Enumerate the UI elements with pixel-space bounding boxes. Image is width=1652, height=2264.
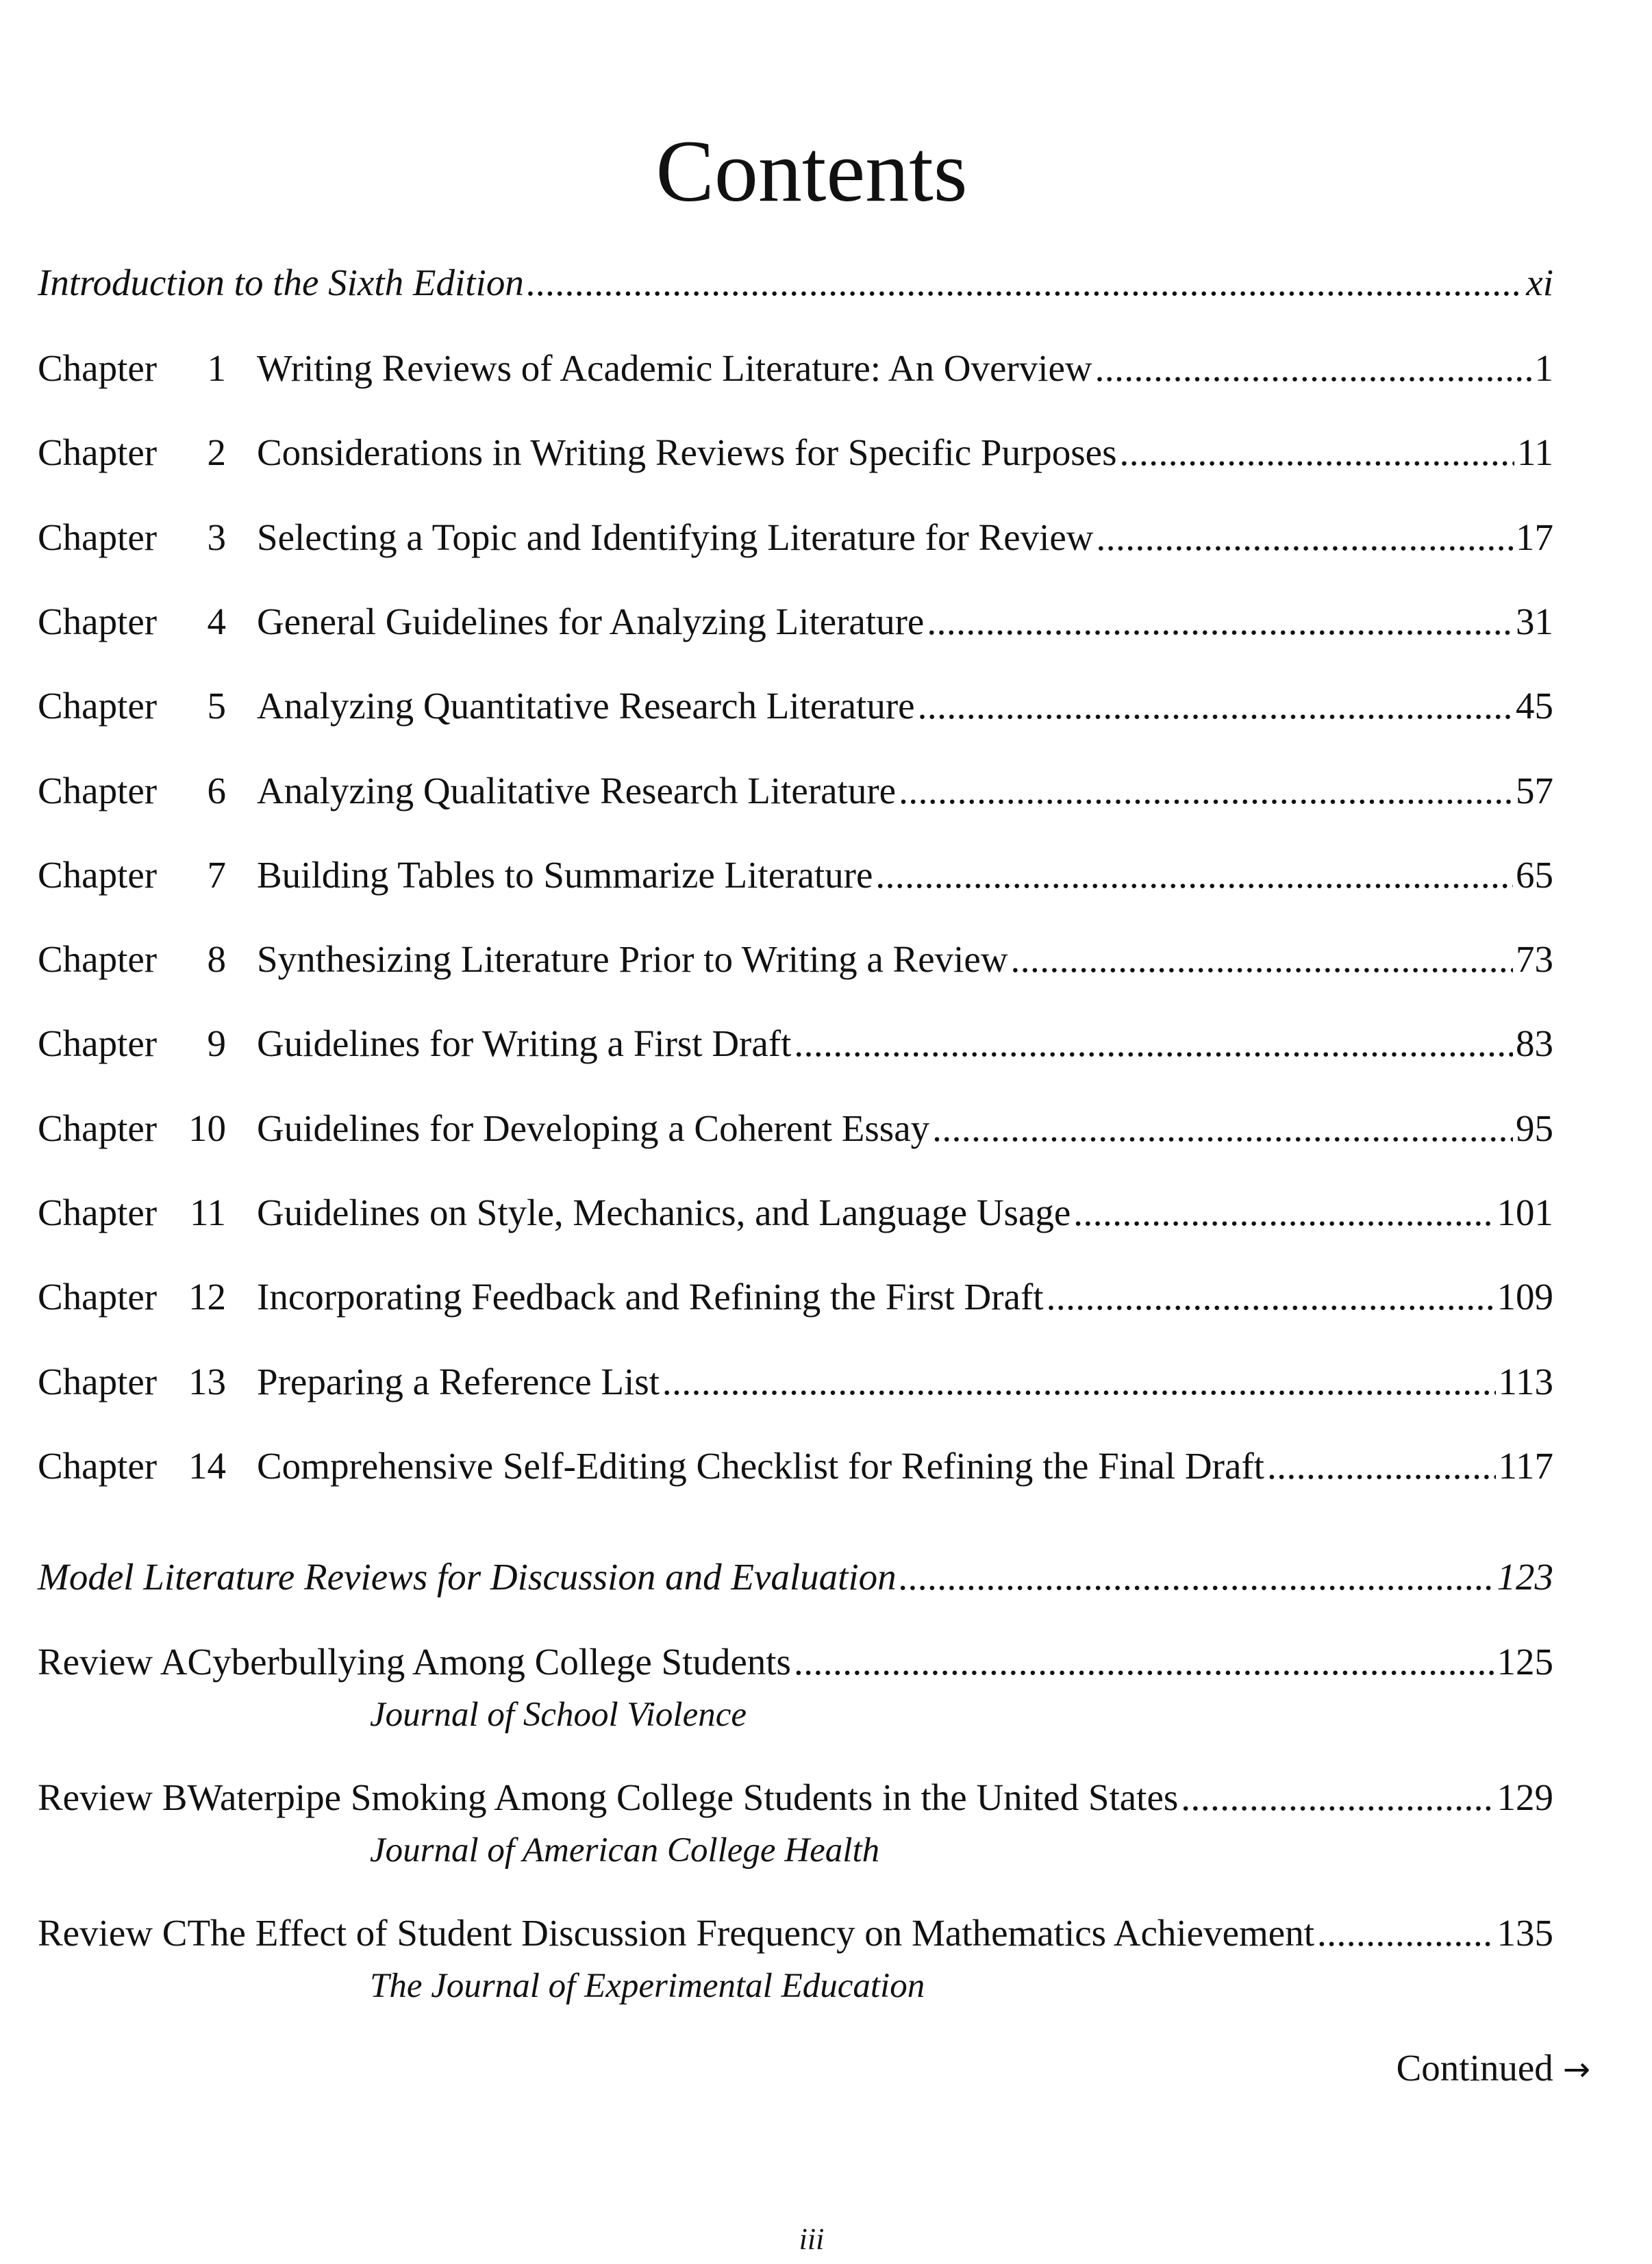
chapter-label: Chapter [38, 431, 158, 474]
entry-title: Incorporating Feedback and Refining the First Draft [257, 1276, 1044, 1318]
dot-leader [918, 682, 1513, 730]
toc-entry-chapter-2[interactable] [38, 429, 1553, 477]
toc-entry-chapter-8[interactable] [38, 935, 1553, 983]
dot-leader [1095, 344, 1532, 392]
entry-title: Analyzing Qualitative Research Literature [257, 769, 897, 812]
toc-entry-chapter-10[interactable] [38, 1105, 1553, 1153]
continued-indicator [1397, 2044, 1590, 2093]
review-label: Review B [38, 1776, 188, 1818]
entry-title: Building Tables to Summarize Literature [257, 853, 873, 896]
toc-entry-chapter-9[interactable] [38, 1020, 1553, 1068]
toc-entry-chapter-14[interactable] [38, 1442, 1553, 1490]
chapter-number: 9 [207, 1022, 226, 1065]
toc-entry-chapter-11[interactable] [38, 1189, 1553, 1237]
entry-page-number: 113 [1498, 1360, 1553, 1403]
chapter-label: Chapter [38, 600, 158, 642]
chapter-label: Chapter [38, 938, 158, 981]
entry-page-number: 129 [1497, 1776, 1553, 1818]
entry-page-number: 95 [1516, 1107, 1553, 1149]
entry-page-number: 11 [1517, 431, 1553, 474]
entry-title: Comprehensive Self-Editing Checklist for Refining the Final Draft [257, 1444, 1264, 1487]
dot-leader [1011, 935, 1513, 983]
chapter-label: Chapter [38, 1276, 158, 1318]
toc-entry-review-a[interactable] [38, 1638, 1553, 1686]
entry-title: Selecting a Topic and Identifying Literature for Review [257, 516, 1094, 558]
arrow-right-icon: → [1562, 2050, 1590, 2089]
chapter-label: Chapter [38, 1360, 158, 1403]
dot-leader [1047, 1273, 1494, 1321]
entry-page-number: 17 [1516, 516, 1553, 558]
entry-title: Introduction to the Sixth Edition [38, 262, 524, 303]
entry-title: The Effect of Student Discussion Frequency on Mathematics Achievement [187, 1912, 1314, 1954]
page-title: Contents [655, 123, 968, 220]
entry-title: Guidelines for Developing a Coherent Essay [257, 1107, 930, 1149]
entry-page-number: 109 [1497, 1276, 1553, 1318]
chapter-number: 2 [207, 431, 226, 474]
toc-entry-chapter-1[interactable] [38, 344, 1553, 392]
entry-page-number: 135 [1497, 1912, 1553, 1954]
toc-entry-review-b[interactable] [38, 1774, 1553, 1822]
dot-leader [1073, 1189, 1494, 1237]
dot-leader [875, 851, 1513, 899]
toc-entry-review-c[interactable] [38, 1909, 1553, 1957]
toc-entry-chapter-3[interactable] [38, 514, 1553, 562]
toc-entry-chapter-13[interactable] [38, 1358, 1553, 1406]
dot-leader [899, 767, 1513, 815]
dot-leader [899, 1553, 1494, 1601]
chapter-label: Chapter [38, 516, 158, 558]
chapter-number: 8 [207, 938, 226, 981]
dot-leader [1097, 514, 1513, 562]
journal-source: The Journal of Experimental Education [370, 1967, 925, 2005]
dot-leader [794, 1020, 1513, 1068]
entry-page-number: 83 [1516, 1022, 1553, 1065]
dot-leader [932, 1105, 1513, 1153]
chapter-number: 10 [188, 1107, 226, 1149]
dot-leader [1267, 1442, 1496, 1490]
chapter-label: Chapter [38, 347, 158, 389]
toc-entry-model-reviews[interactable] [38, 1553, 1553, 1601]
entry-page-number: 125 [1497, 1641, 1553, 1683]
review-label: Review C [38, 1912, 188, 1954]
chapter-number: 13 [188, 1360, 226, 1403]
dot-leader [662, 1358, 1496, 1406]
entry-title: Model Literature Reviews for Discussion and Evaluation [38, 1556, 897, 1598]
chapter-number: 1 [207, 347, 226, 389]
chapter-label: Chapter [38, 1192, 158, 1233]
entry-title: General Guidelines for Analyzing Literature [257, 600, 925, 642]
journal-source: Journal of School Violence [370, 1696, 747, 1734]
chapter-number: 11 [190, 1192, 226, 1233]
entry-title: Considerations in Writing Reviews for Specific Purposes [257, 431, 1117, 474]
dot-leader [927, 598, 1513, 646]
entry-page-number: 123 [1497, 1556, 1553, 1598]
entry-page-number: 117 [1498, 1444, 1553, 1487]
dot-leader [527, 259, 1523, 307]
entry-title: Guidelines on Style, Mechanics, and Language Usage [257, 1192, 1071, 1233]
review-label: Review A [38, 1641, 188, 1683]
chapter-number: 5 [207, 685, 226, 727]
toc-entry-introduction[interactable] [38, 259, 1553, 307]
entry-page-number: 1 [1534, 347, 1553, 389]
entry-title: Preparing a Reference List [257, 1360, 660, 1403]
chapter-number: 14 [188, 1444, 226, 1487]
entry-page-number: 57 [1516, 769, 1553, 812]
chapter-label: Chapter [38, 853, 158, 896]
entry-page-number: 45 [1516, 685, 1553, 727]
toc-entry-chapter-12[interactable] [38, 1273, 1553, 1321]
entry-page-number: xi [1526, 262, 1553, 303]
toc-entry-chapter-4[interactable] [38, 598, 1553, 646]
chapter-number: 3 [207, 516, 226, 558]
entry-title: Analyzing Quantitative Research Literature [257, 685, 915, 727]
chapter-label: Chapter [38, 685, 158, 727]
entry-title: Waterpipe Smoking Among College Students in the United States [187, 1776, 1179, 1818]
entry-page-number: 101 [1497, 1192, 1553, 1233]
toc-entry-chapter-5[interactable] [38, 682, 1553, 730]
dot-leader [1120, 429, 1515, 477]
dot-leader [794, 1638, 1494, 1686]
toc-entry-chapter-6[interactable] [38, 767, 1553, 815]
entry-page-number: 65 [1516, 853, 1553, 896]
chapter-label: Chapter [38, 1022, 158, 1065]
chapter-label: Chapter [38, 1444, 158, 1487]
chapter-label: Chapter [38, 1107, 158, 1149]
entry-page-number: 31 [1516, 600, 1553, 642]
toc-entry-chapter-7[interactable] [38, 851, 1553, 899]
entry-title: Synthesizing Literature Prior to Writing a Review [257, 938, 1008, 981]
entry-title: Writing Reviews of Academic Literature: An Overview [257, 347, 1092, 389]
chapter-number: 6 [207, 769, 226, 812]
entry-title: Guidelines for Writing a First Draft [257, 1022, 792, 1065]
chapter-number: 7 [207, 853, 226, 896]
chapter-label: Chapter [38, 769, 158, 812]
continued-label: Continued [1396, 2047, 1553, 2089]
entry-title: Cyberbullying Among College Students [187, 1641, 791, 1683]
chapter-number: 4 [207, 600, 226, 642]
page-number-footer: iii [799, 2222, 825, 2256]
dot-leader [1317, 1909, 1494, 1957]
entry-page-number: 73 [1516, 938, 1553, 981]
chapter-number: 12 [188, 1276, 226, 1318]
dot-leader [1181, 1774, 1494, 1822]
journal-source: Journal of American College Health [370, 1831, 880, 1870]
